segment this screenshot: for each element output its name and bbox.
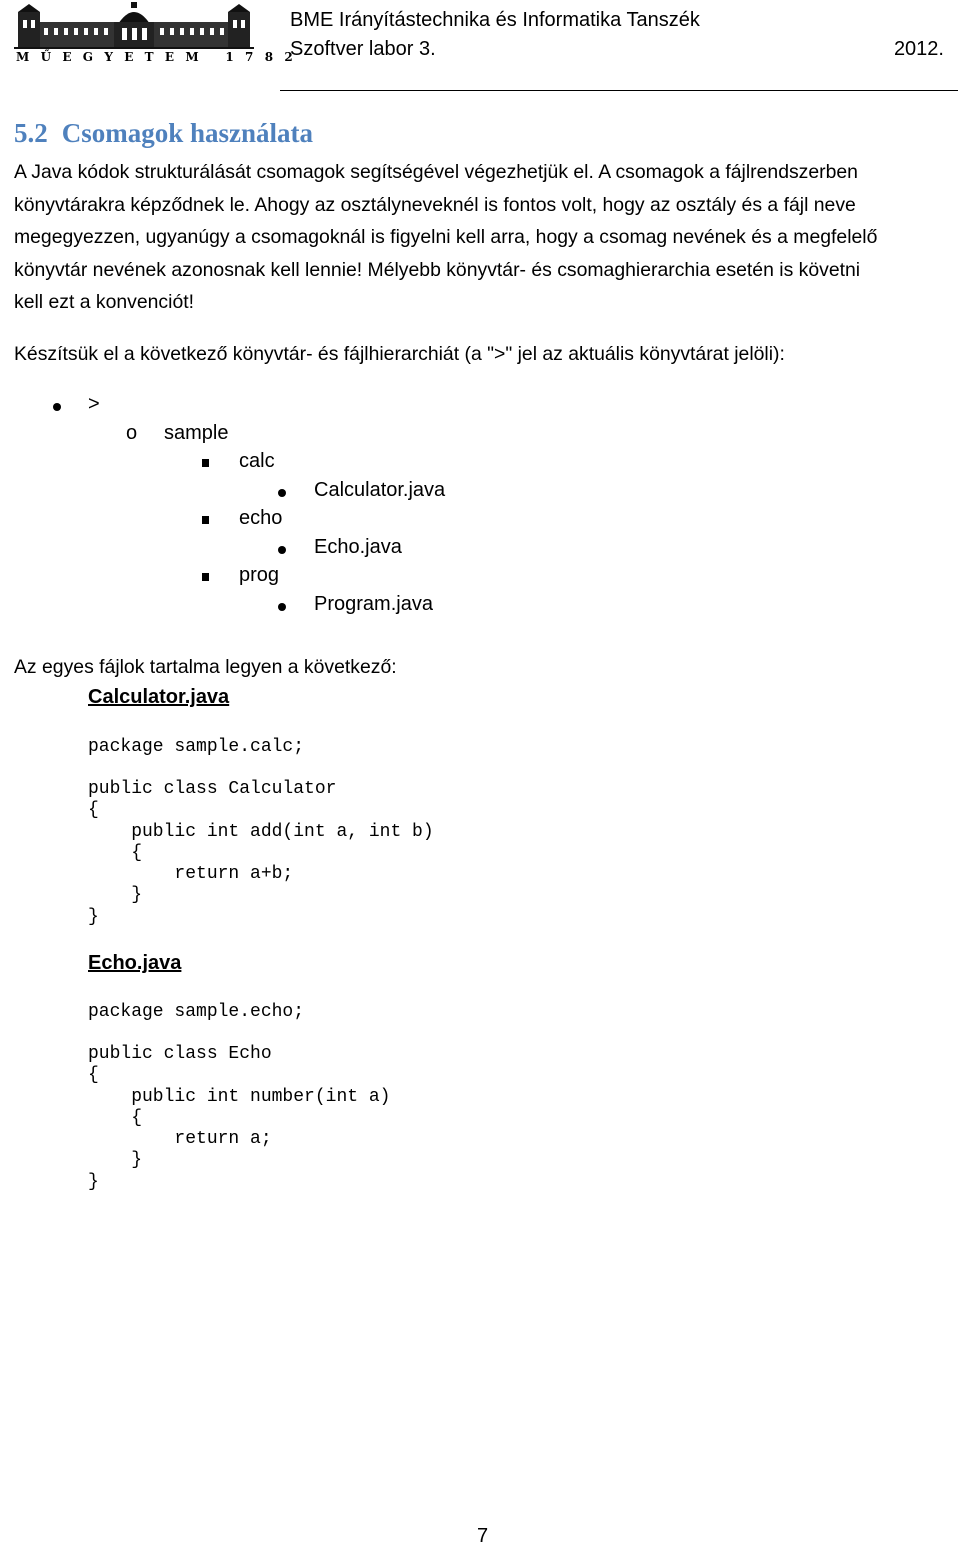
square-bullet-icon — [202, 459, 209, 467]
echo-package-line: package sample.echo; — [88, 1002, 305, 1022]
echo-file-title: Echo.java — [88, 952, 182, 974]
header-divider — [280, 90, 958, 91]
tree-file-program: Program.java — [314, 593, 433, 615]
section-number: 5.2 — [14, 118, 48, 148]
square-bullet-icon — [202, 516, 209, 524]
echo-code-block: public class Echo { public int number(int a) { return a; } } — [88, 1044, 391, 1192]
paragraph-line: kell ezt a konvenciót! — [14, 291, 194, 313]
file-contents-intro: Az egyes fájlok tartalma legyen a következő: — [14, 656, 397, 678]
tree-folder-prog: prog — [239, 564, 280, 586]
intro-paragraph — [14, 156, 877, 319]
paragraph-line: könyvtárakra képződnek le. Ahogy az osztályneveknél is fontos volt, hogy az osztály és a fájl neve — [14, 193, 856, 216]
tree-file-echo: Echo.java — [314, 536, 402, 558]
section-heading — [14, 118, 313, 149]
header-department: BME Irányítástechnika és Informatika Tanszék — [290, 9, 700, 31]
section-title-text: Csomagok használata — [61, 118, 314, 148]
page-number: 7 — [477, 1525, 489, 1547]
paragraph-line: megegyezzen, ugyanúgy a csomagoknál is figyelni kell arra, hogy a csomag nevének és a megfelelő — [14, 226, 878, 248]
tree-folder-sample: sample — [164, 422, 229, 444]
bullet-icon — [278, 489, 286, 497]
header-course: Szoftver labor 3. — [290, 38, 436, 60]
circle-bullet-icon: o — [126, 422, 138, 444]
tree-root: > — [88, 393, 100, 415]
bullet-icon — [278, 603, 286, 611]
tree-folder-echo: echo — [239, 507, 283, 529]
paragraph-line: könyvtár nevének azonosnak kell lennie! Mélyebb könyvtár- és csomaghierarchia esetén is követni — [14, 258, 861, 281]
calculator-file-title: Calculator.java — [88, 686, 230, 708]
logo-caption: MŰEGYETEM 1782 — [16, 50, 304, 64]
page-header — [0, 0, 960, 96]
bullet-icon — [53, 403, 61, 411]
calculator-package-line: package sample.calc; — [88, 737, 305, 757]
square-bullet-icon — [202, 573, 209, 581]
header-year: 2012. — [893, 38, 944, 60]
paragraph-line: A Java kódok strukturálását csomagok segítségével végezhetjük el. A csomagok a fájlrendszerben — [14, 161, 858, 183]
bullet-icon — [278, 546, 286, 554]
tree-file-calculator: Calculator.java — [314, 479, 446, 501]
calculator-code-block: public class Calculator { public int add(int a, int b) { return a+b; } } — [88, 779, 434, 927]
hierarchy-instruction: Készítsük el a következő könyvtár- és fájlhierarchiát (a ">" jel az aktuális könyvtárat jelöli): — [14, 343, 785, 365]
tree-folder-calc: calc — [239, 450, 275, 472]
